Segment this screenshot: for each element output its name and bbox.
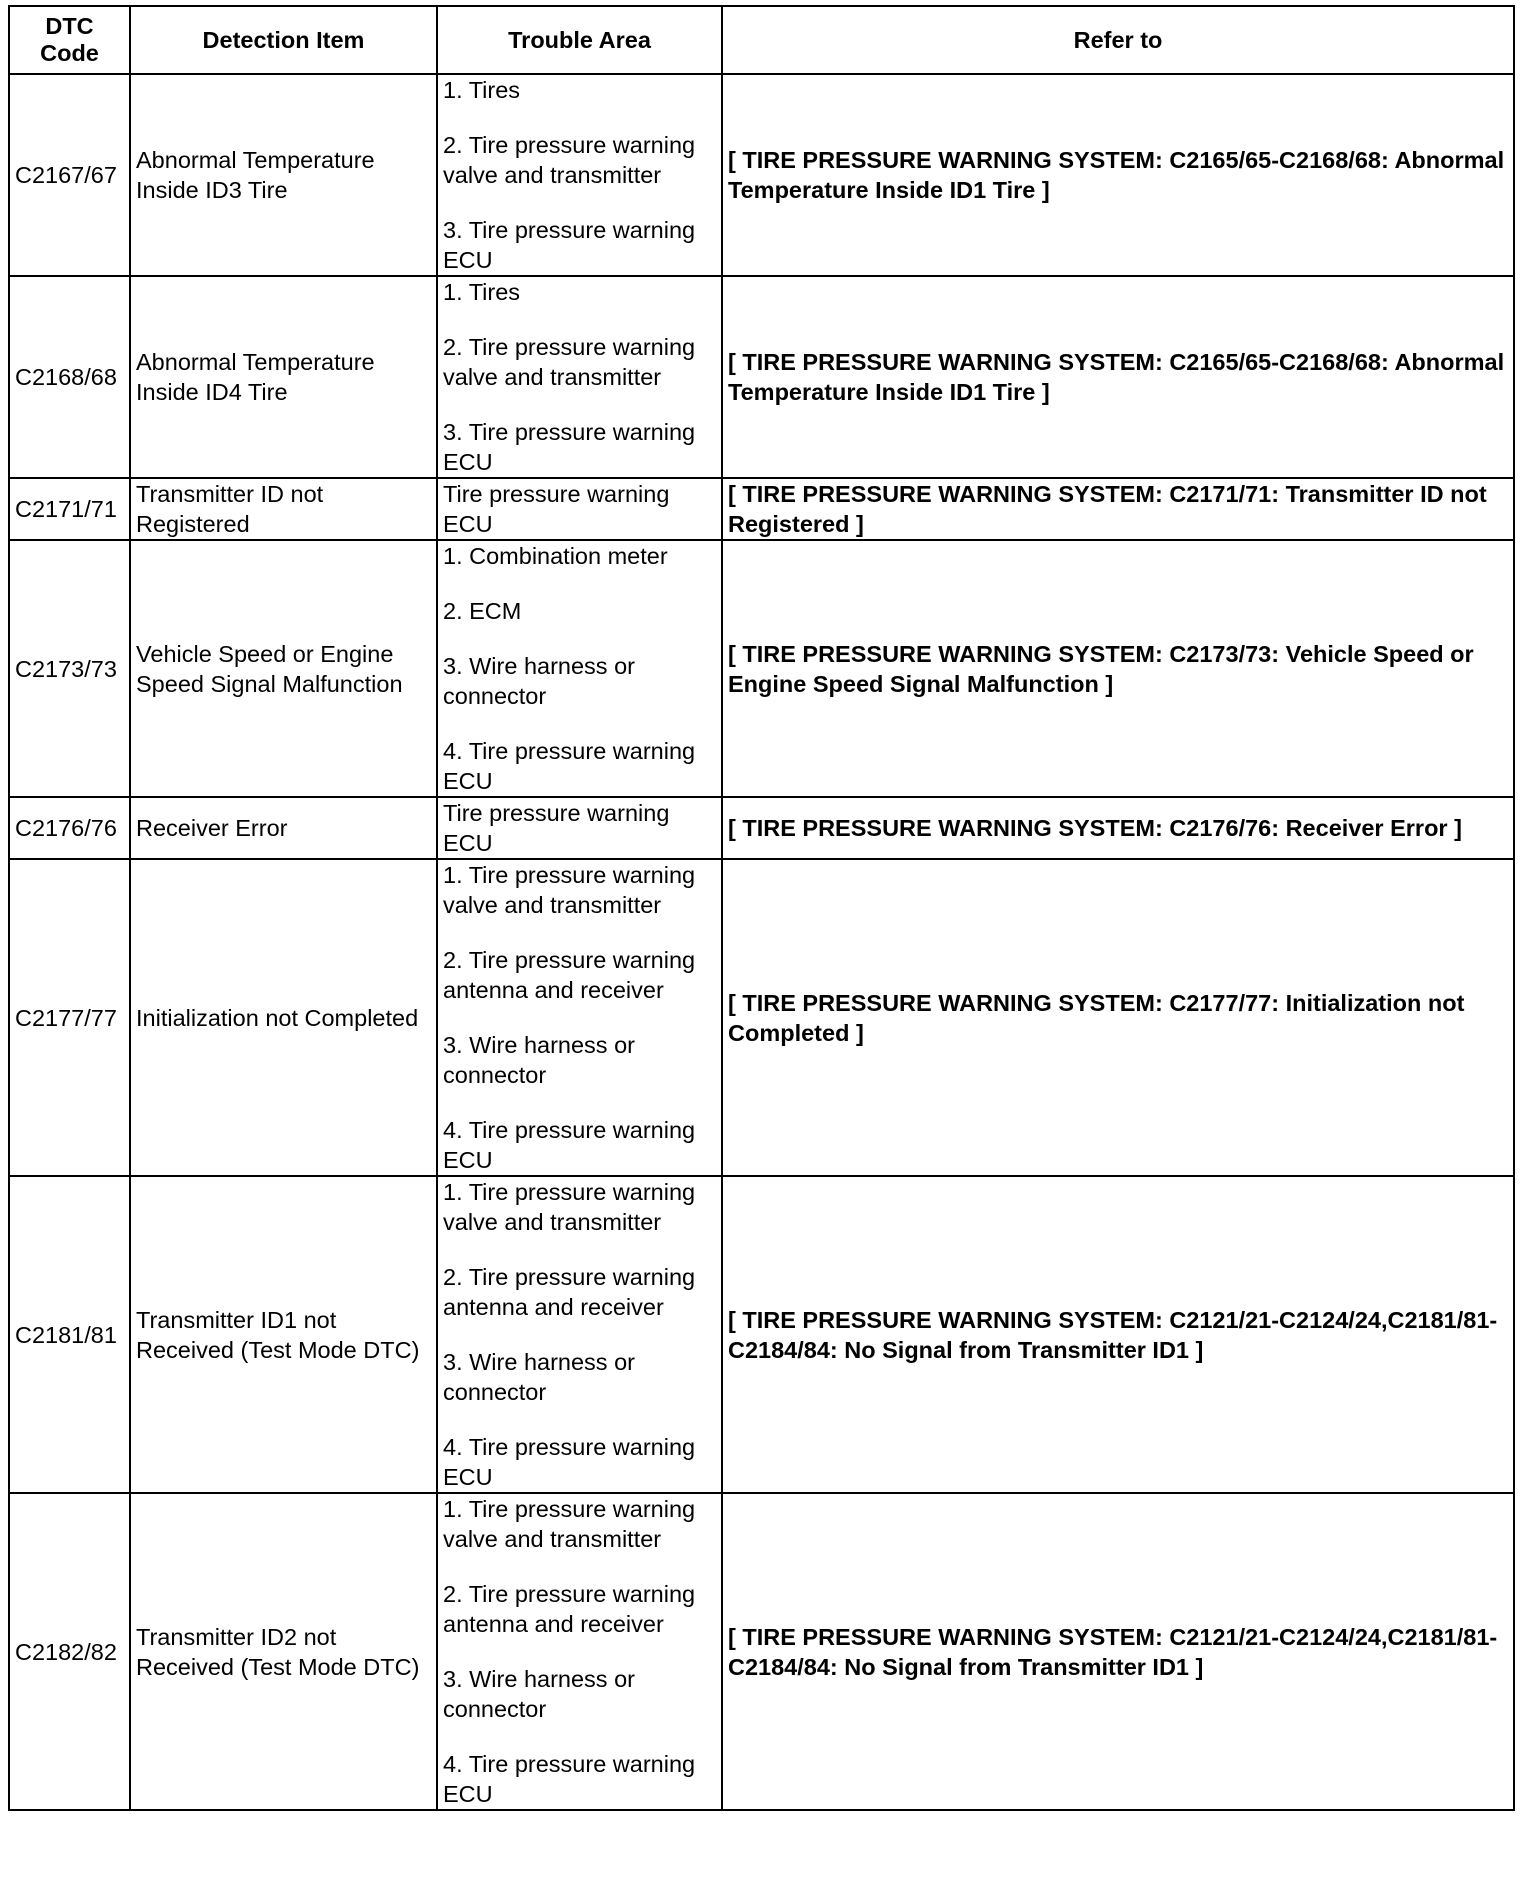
header-refer-to: Refer to [722,6,1514,74]
header-detection-item: Detection Item [130,6,437,74]
dtc-code-cell: C2182/82 [9,1493,130,1810]
dtc-code-cell: C2181/81 [9,1176,130,1493]
refer-to-link[interactable]: [ TIRE PRESSURE WARNING SYSTEM: C2121/21-C2124/24,C2181/81-C2184/84: No Signal from Transmitter ID1 ] [722,1493,1514,1810]
trouble-area-item: 1. Tires [443,77,521,103]
dtc-code-cell: C2173/73 [9,540,130,797]
detection-item-cell: Receiver Error [130,797,437,859]
detection-item-cell: Vehicle Speed or Engine Speed Signal Malfunction [130,540,437,797]
refer-to-link[interactable]: [ TIRE PRESSURE WARNING SYSTEM: C2165/65-C2168/68: Abnormal Temperature Inside ID1 Tire ] [722,276,1514,478]
trouble-area-item: 3. Wire harness or connector [443,653,635,709]
table-row [9,478,1514,540]
trouble-area-item: 2. Tire pressure warning antenna and receiver [443,1264,696,1320]
table-row [9,540,1514,797]
trouble-area-item: 2. ECM [443,598,522,624]
refer-to-link[interactable]: [ TIRE PRESSURE WARNING SYSTEM: C2121/21-C2124/24,C2181/81-C2184/84: No Signal from Transmitter ID1 ] [722,1176,1514,1493]
trouble-area-item: 1. Combination meter [443,543,668,569]
trouble-area-cell [437,797,722,859]
table-row [9,74,1514,276]
trouble-area-item: 3. Tire pressure warning ECU [443,419,696,475]
detection-item-cell: Transmitter ID not Registered [130,478,437,540]
trouble-area-item: 3. Wire harness or connector [443,1666,635,1722]
trouble-area-item: 3. Wire harness or connector [443,1349,635,1405]
trouble-area-item: 1. Tire pressure warning valve and transmitter [443,1179,696,1235]
trouble-area-item: 1. Tires [443,279,521,305]
detection-item-cell: Initialization not Completed [130,859,437,1176]
detection-item-cell: Abnormal Temperature Inside ID3 Tire [130,74,437,276]
trouble-area-cell [437,478,722,540]
trouble-area-item: 4. Tire pressure warning ECU [443,1117,696,1173]
trouble-area-item: 4. Tire pressure warning ECU [443,1751,696,1807]
trouble-area-item: Tire pressure warning ECU [443,800,670,856]
dtc-code-cell: C2176/76 [9,797,130,859]
trouble-area-cell [437,74,722,276]
refer-to-link[interactable]: [ TIRE PRESSURE WARNING SYSTEM: C2165/65-C2168/68: Abnormal Temperature Inside ID1 Tire ] [722,74,1514,276]
refer-to-link[interactable]: [ TIRE PRESSURE WARNING SYSTEM: C2176/76: Receiver Error ] [722,797,1514,859]
table-body [9,74,1514,1810]
trouble-area-item: 1. Tire pressure warning valve and transmitter [443,1496,696,1552]
dtc-code-cell: C2177/77 [9,859,130,1176]
dtc-table [8,5,1515,1811]
dtc-code-cell: C2167/67 [9,74,130,276]
trouble-area-cell [437,276,722,478]
header-trouble-area: Trouble Area [437,6,722,74]
detection-item-cell: Transmitter ID1 not Received (Test Mode DTC) [130,1176,437,1493]
table-row [9,1493,1514,1810]
detection-item-cell: Transmitter ID2 not Received (Test Mode DTC) [130,1493,437,1810]
header-row [9,6,1514,74]
trouble-area-item: 2. Tire pressure warning antenna and receiver [443,1581,696,1637]
refer-to-link[interactable]: [ TIRE PRESSURE WARNING SYSTEM: C2173/73: Vehicle Speed or Engine Speed Signal Malfunction ] [722,540,1514,797]
trouble-area-item: Tire pressure warning ECU [443,481,670,537]
trouble-area-item: 4. Tire pressure warning ECU [443,738,696,794]
table-row [9,797,1514,859]
dtc-code-cell: C2171/71 [9,478,130,540]
trouble-area-item: 1. Tire pressure warning valve and transmitter [443,862,696,918]
trouble-area-item: 2. Tire pressure warning valve and transmitter [443,334,696,390]
refer-to-link[interactable]: [ TIRE PRESSURE WARNING SYSTEM: C2171/71: Transmitter ID not Registered ] [722,478,1514,540]
table-row [9,1176,1514,1493]
trouble-area-cell [437,1493,722,1810]
trouble-area-item: 2. Tire pressure warning valve and transmitter [443,132,696,188]
detection-item-cell: Abnormal Temperature Inside ID4 Tire [130,276,437,478]
trouble-area-item: 4. Tire pressure warning ECU [443,1434,696,1490]
table-row [9,859,1514,1176]
trouble-area-item: 3. Tire pressure warning ECU [443,217,696,273]
trouble-area-cell [437,859,722,1176]
trouble-area-cell [437,540,722,797]
table-row [9,276,1514,478]
dtc-code-cell: C2168/68 [9,276,130,478]
header-dtc-code: DTC Code [9,6,130,74]
trouble-area-item: 2. Tire pressure warning antenna and receiver [443,947,696,1003]
trouble-area-cell [437,1176,722,1493]
refer-to-link[interactable]: [ TIRE PRESSURE WARNING SYSTEM: C2177/77: Initialization not Completed ] [722,859,1514,1176]
trouble-area-item: 3. Wire harness or connector [443,1032,635,1088]
